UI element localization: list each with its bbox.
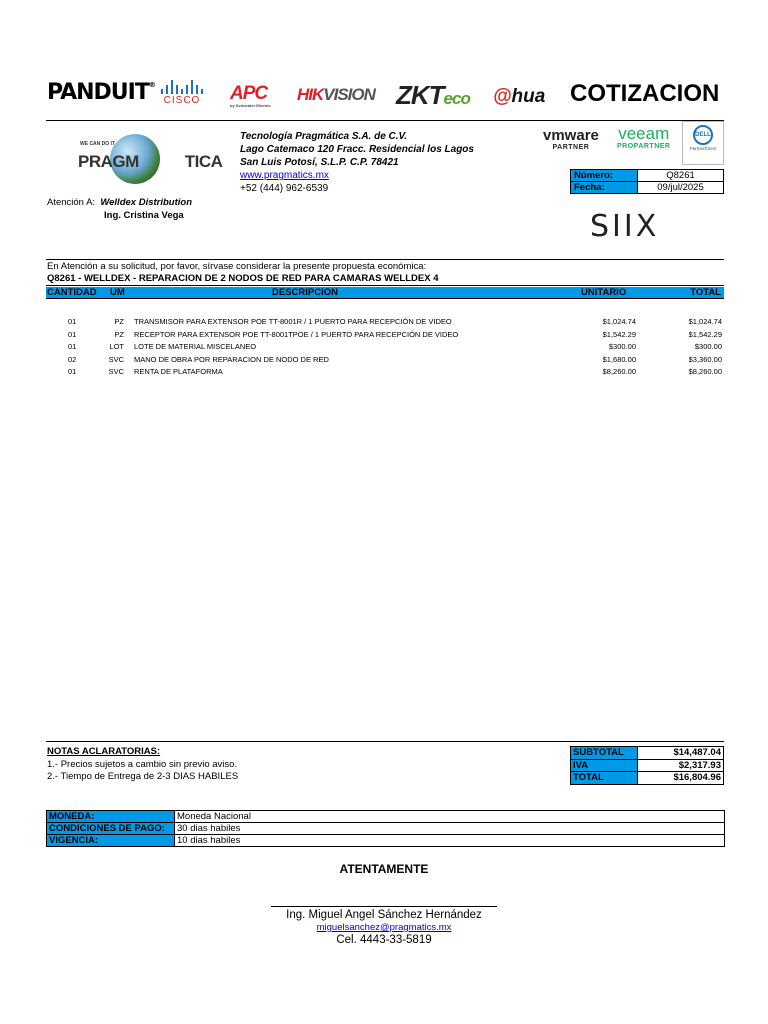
header-descripcion: DESCRIPCION: [272, 287, 338, 298]
pago-value: 30 dias habiles: [175, 823, 725, 835]
signer-name: Ing. Miguel Angel Sánchez Hernández: [286, 909, 482, 921]
quote-title: Q8261 - WELLDEX - REPARACION DE 2 NODOS DE RED PARA CAMARAS WELLDEX 4: [47, 273, 439, 284]
signer-email-link[interactable]: miguelsanchez@pragmatics.mx: [316, 922, 452, 933]
vigencia-value: 10 dias habiles: [175, 835, 725, 847]
divider-notes: [46, 741, 724, 742]
dell-partner-logo: DELL PartnerDirect: [682, 121, 724, 165]
dahua-logo: @hua: [493, 86, 546, 107]
table-row: 01 LOT LOTE DE MATERIAL MISCELANEO $300.00 $300.00: [68, 342, 722, 351]
numero-label: Número:: [571, 170, 638, 182]
table-row: 01 PZ TRANSMISOR PARA EXTENSOR POE TT-8001R / 1 PUERTO PARA RECEPCIÓN DE VIDEO $1,024.74 $1,024.74: [68, 317, 722, 326]
table-row: 01 PZ RECEPTOR PARA EXTENSOR POE TT-8001TPOE / 1 PUERTO PARA RECEPCIÓN DE VIDEO $1,542.29 $1,542.29: [68, 329, 722, 339]
conditions-table: [46, 810, 725, 847]
company-phone: +52 (444) 962-6539: [240, 183, 329, 194]
total-label: TOTAL: [571, 772, 638, 785]
quote-meta-table: [570, 169, 724, 194]
company-website-link[interactable]: www.pragmatics.mx: [240, 170, 329, 181]
company-address-2: San Luis Potosí, S.L.P. C.P. 78421: [240, 157, 399, 168]
hikvision-logo: HIKVISION: [297, 85, 375, 104]
siix-logo: SIIX: [590, 209, 660, 244]
note-item: 1.- Precios sujetos a cambio sin previo aviso.: [47, 758, 238, 770]
fecha-label: Fecha:: [571, 182, 638, 194]
items-table-body: [46, 316, 724, 379]
vigencia-label: VIGENCIA:: [47, 835, 175, 847]
signature-line: [271, 906, 497, 907]
vmware-logo: vmware PARTNER: [543, 127, 599, 151]
company-name: Tecnología Pragmática S.A. de C.V.: [240, 131, 408, 142]
header-cantidad: CANTIDAD: [47, 287, 97, 298]
intro-block: [47, 261, 438, 285]
moneda-label: MONEDA:: [47, 811, 175, 823]
notes-block: [47, 746, 238, 784]
veeam-logo: veeam PROPARTNER: [617, 124, 671, 150]
attention-label: Atención A:: [47, 197, 96, 208]
total-value: $16,804.96: [638, 772, 724, 785]
attention-block: [47, 196, 192, 222]
table-row: 01 SVC RENTA DE PLATAFORMA $8,260.00 $8,260.00: [68, 367, 722, 376]
divider-table: [46, 285, 724, 286]
pago-label: CONDICIONES DE PAGO:: [47, 823, 175, 835]
intro-text: En Atención a su solicitud, por favor, sírvase considerar la presente propuesta económica:: [47, 261, 427, 272]
moneda-value: Moneda Nacional: [175, 811, 725, 823]
divider-intro: [46, 259, 724, 260]
attention-person: Ing. Cristina Vega: [104, 210, 184, 221]
pragmatica-logo: WE CAN DO IT PRAGM TICA: [62, 130, 222, 190]
document-title: COTIZACION: [570, 80, 720, 107]
cisco-logo: CISCO: [156, 80, 208, 106]
iva-label: IVA: [571, 759, 638, 772]
totals-table: [570, 746, 724, 785]
items-table-header: [46, 287, 724, 299]
signer-phone: Cel. 4443-33-5819: [336, 934, 432, 946]
table-row: 02 SVC MANO DE OBRA POR REPARACION DE NODO DE RED $1,680.00 $3,360.00: [68, 354, 722, 364]
apc-logo: APC by Schneider Electric: [230, 83, 271, 108]
notes-title: NOTAS ACLARATORIAS:: [47, 746, 161, 757]
numero-value: Q8261: [638, 170, 724, 182]
panduit-logo: PANDUIT®: [47, 80, 155, 105]
cisco-bars-icon: [156, 80, 208, 94]
zkteco-logo: ZKTeco: [396, 80, 470, 110]
header-um: UM: [110, 287, 125, 298]
subtotal-value: $14,487.04: [638, 747, 724, 760]
header-unitario: UNITARIO: [581, 287, 627, 298]
fecha-value: 09/jul/2025: [638, 182, 724, 194]
divider-top: [46, 120, 724, 121]
note-item: 2.- Tiempo de Entrega de 2-3 DIAS HABILES: [47, 771, 239, 782]
attention-company: Welldex Distribution: [100, 197, 193, 208]
header-total: TOTAL: [690, 287, 721, 298]
signer-block: [0, 909, 768, 946]
subtotal-label: SUBTOTAL: [571, 747, 638, 760]
closing-text: ATENTAMENTE: [339, 862, 429, 876]
company-info: [240, 130, 474, 195]
company-address-1: Lago Catemaco 120 Fracc. Residencial los Lagos: [240, 144, 474, 155]
iva-value: $2,317.93: [638, 759, 724, 772]
